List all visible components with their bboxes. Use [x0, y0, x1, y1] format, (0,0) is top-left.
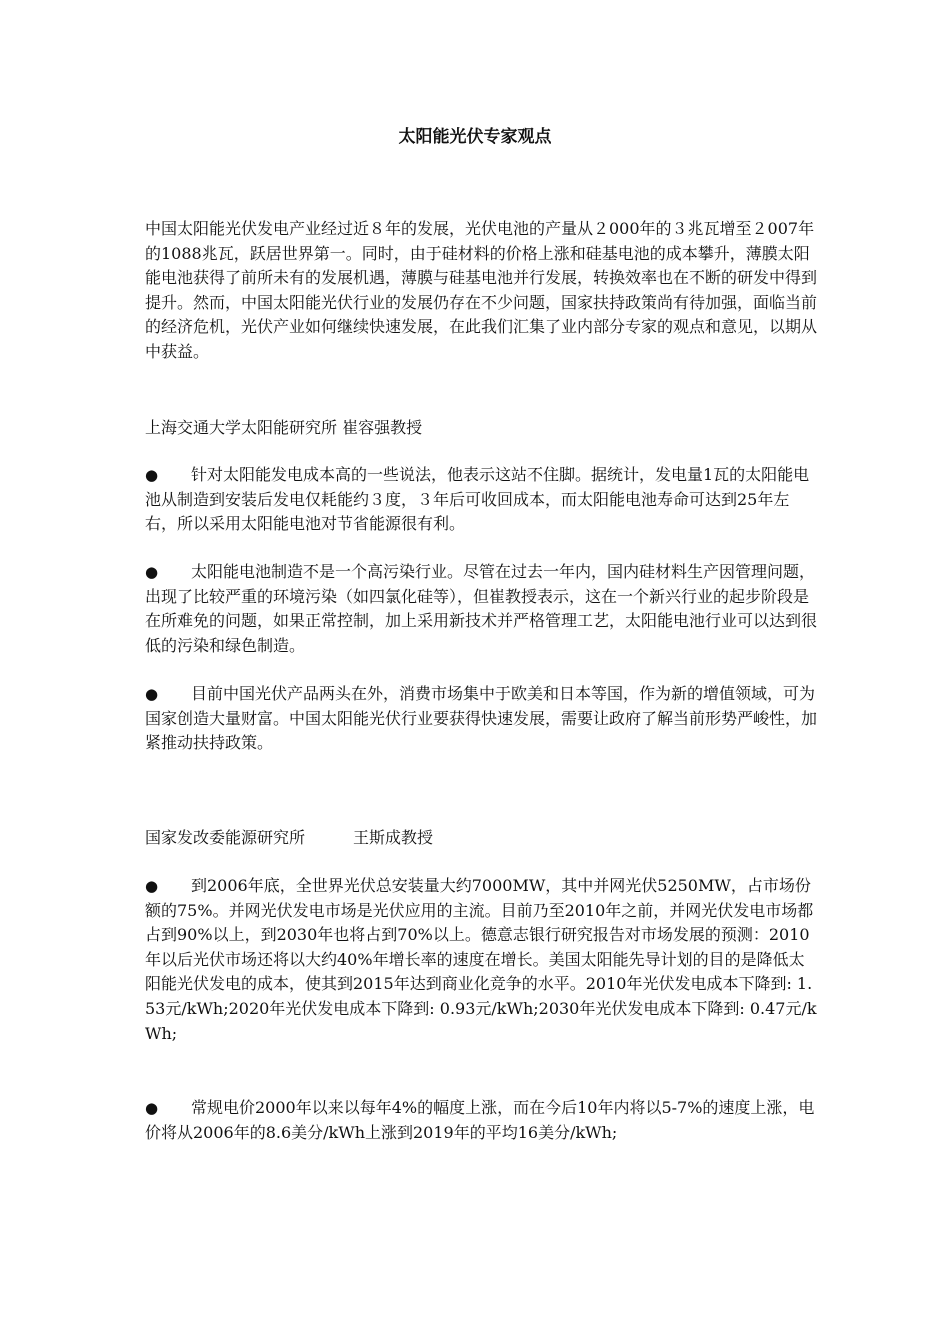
bullet-dot-icon: ● [145, 685, 159, 703]
bullet-item [145, 463, 817, 537]
bullet-dot-icon: ● [145, 877, 159, 895]
bullet-text: 目前中国光伏产品两头在外，消费市场集中于欧美和日本等国，作为新的增值领域，可为国家创造大量财富。中国太阳能光伏行业要获得快速发展，需要让政府了解当前形势严峻性，加紧推动扶持政策。 [145, 684, 818, 753]
bullet-text: 常规电价2000年以来以每年4%的幅度上涨，而在今后10年内将以5-7%的速度上涨，电价将从2006年的8.6美分/kWh上涨到2019年的平均16美分/kWh; [145, 1098, 815, 1142]
bullet-item [145, 682, 817, 756]
bullet-item [145, 560, 817, 658]
bullet-item [145, 874, 817, 1046]
bullet-dot-icon: ● [145, 1099, 159, 1117]
section-heading: 国家发改委能源研究所 王斯成教授 [145, 828, 434, 847]
bullet-dot-icon: ● [145, 563, 159, 581]
document-title: 太阳能光伏专家观点 [398, 127, 552, 147]
bullet-text: 针对太阳能发电成本高的一些说法，他表示这站不住脚。据统计，发电量1瓦的太阳能电池从制造到安装后发电仅耗能约３度，３年后可收回成本，而太阳能电池寿命可达到25年左右，所以采用太阳能电池对节省能源很有利。 [145, 465, 810, 534]
bullet-dot-icon: ● [145, 466, 159, 484]
bullet-text: 太阳能电池制造不是一个高污染行业。尽管在过去一年内，国内硅材料生产因管理问题，出现了比较严重的环境污染（如四氯化硅等），但崔教授表示，这在一个新兴行业的起步阶段是在所难免的问题，如果正常控制，加上采用新技术并严格管理工艺，太阳能电池行业可以达到很低的污染和绿色制造。 [145, 562, 818, 655]
bullet-item [145, 1096, 817, 1145]
section-heading: 上海交通大学太阳能研究所 崔容强教授 [145, 418, 423, 437]
bullet-text: 到2006年底，全世界光伏总安装量大约7000MW，其中并网光伏5250MW，占市场份额的75%。并网光伏发电市场是光伏应用的主流。目前乃至2010年之前，并网光伏发电市场都占到90%以上，到2030年也将占到70%以上。德意志银行研究报告对市场发展的预测：2010年以后光伏市场还将以大约40%年增长率的速度在增长。美国太阳能先导计划的目的是降低太阳能光伏发电的成本，使其到2015年达到商业化竞争的水平。2010年光伏发电成本下降到: 1.53元/kWh;2020年光伏发电成本下降到: 0.93元/kWh;2030年光伏发电成本下降到: 0.47元/kWh; [145, 876, 817, 1043]
intro-paragraph: 中国太阳能光伏发电产业经过近８年的发展，光伏电池的产量从２000年的３兆瓦增至２007年的1088兆瓦，跃居世界第一。同时，由于硅材料的价格上涨和硅基电池的成本攀升，薄膜太阳能电池获得了前所未有的发展机遇，薄膜与硅基电池并行发展，转换效率也在不断的研发中得到提升。然而，中国太阳能光伏行业的发展仍存在不少问题，国家扶持政策尚有待加强，面临当前的经济危机，光伏产业如何继续快速发展，在此我们汇集了业内部分专家的观点和意见，以期从中获益。 [145, 219, 818, 361]
